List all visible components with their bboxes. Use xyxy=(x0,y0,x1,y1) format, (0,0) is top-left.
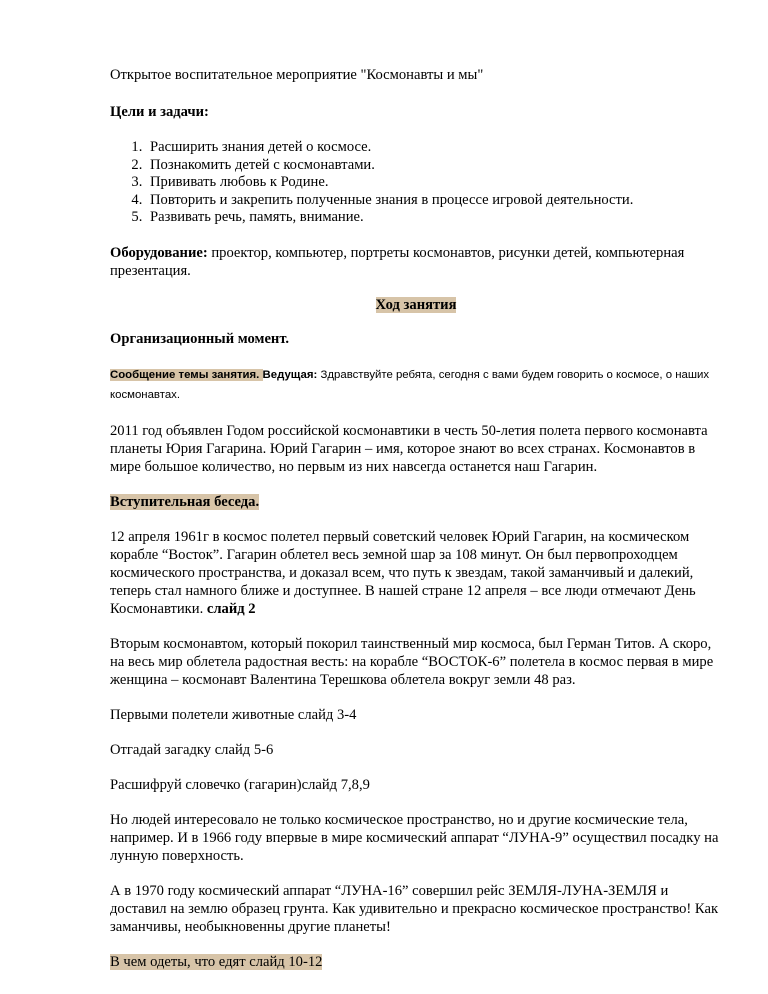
slide-2-label: слайд 2 xyxy=(206,600,256,617)
paragraph-2011: 2011 год объявлен Годом российской космонавтики в честь 50-летия полета первого космонавта планеты Юрия Гагарина. Юрий Гагарин – имя, которое знают во всех странах. Космонавтов в мире большое количество, но первым из них навсегда останется наш Гагарин. xyxy=(110,422,708,475)
line-animals: Первыми полетели животные слайд 3-4 xyxy=(110,706,357,723)
goal-item: 4. Повторить и закрепить полученные знания в процессе игровой деятельности. xyxy=(146,192,722,210)
goals-heading: Цели и задачи: xyxy=(110,104,209,120)
equipment-label: Оборудование: xyxy=(110,244,208,261)
line-riddle: Отгадай загадку слайд 5-6 xyxy=(110,741,274,758)
document-page xyxy=(110,66,722,971)
equipment-paragraph xyxy=(110,244,722,280)
intro-heading: Вступительная беседа. xyxy=(110,493,260,510)
lesson-heading: Ход занятия xyxy=(375,296,457,313)
goal-item: 3. Прививать любовь к Родине. xyxy=(146,174,722,192)
host-text: Здравствуйте ребята, сегодня с вами будем говорить о космосе, о наших космонавтах. xyxy=(110,368,710,401)
goals-list xyxy=(110,139,722,227)
equipment-text: проектор, компьютер, портреты космонавтов, рисунки детей, компьютерная презентация. xyxy=(110,244,685,279)
line-dress: В чем одеты, что едят слайд 10-12 xyxy=(110,953,323,970)
paragraph-luna16: А в 1970 году космический аппарат “ЛУНА-16” совершил рейс ЗЕМЛЯ-ЛУНА-ЗЕМЛЯ и доставил на землю образец грунта. Как удивительно и прекрасно космическое пространство! Как заманчивы, необыкновенны другие планеты! xyxy=(110,882,719,935)
paragraph-titov: Вторым космонавтом, который покорил таинственный мир космоса, был Герман Титов. А скоро, на весь мир облетела радостная весть: на корабле “ВОСТОК-6” полетела в космос первая в мире женщина – космонавт Валентина Терешкова облетела вокруг земли 48 раз. xyxy=(110,635,714,688)
paragraph-gagarin: 12 апреля 1961г в космос полетел первый советский человек Юрий Гагарин, на космическом корабле “Восток”. Гагарин облетел весь земной шар за 108 минут. Он был первопроходцем космического пространства, и доказал всем, что путь к звездам, такой заманчивый и далекий, теперь стал намного ближе и доступнее. В нашей стране 12 апреля – все люди отмечают День Космонавтики. слайд 2 xyxy=(110,528,696,617)
line-decode: Расшифруй словечко (гагарин)слайд 7,8,9 xyxy=(110,776,370,793)
goal-item: 2. Познакомить детей с космонавтами. xyxy=(146,157,722,175)
topic-label: Сообщение темы занятия. xyxy=(110,368,263,381)
goal-item: 1. Расширить знания детей о космосе. xyxy=(146,139,722,157)
topic-paragraph xyxy=(110,365,722,405)
paragraph-luna9: Но людей интересовало не только космическое пространство, но и другие космические тела, например. И в 1966 году впервые в мире космический аппарат “ЛУНА-9” осуществил посадку на лунную поверхность. xyxy=(110,811,719,864)
goal-item: 5. Развивать речь, память, внимание. xyxy=(146,209,722,227)
host-label: Ведущая: xyxy=(262,368,318,381)
document-title: Открытое воспитательное мероприятие "Космонавты и мы" xyxy=(110,67,484,83)
org-moment-heading: Организационный момент. xyxy=(110,330,290,347)
lesson-heading-wrap xyxy=(110,296,722,314)
